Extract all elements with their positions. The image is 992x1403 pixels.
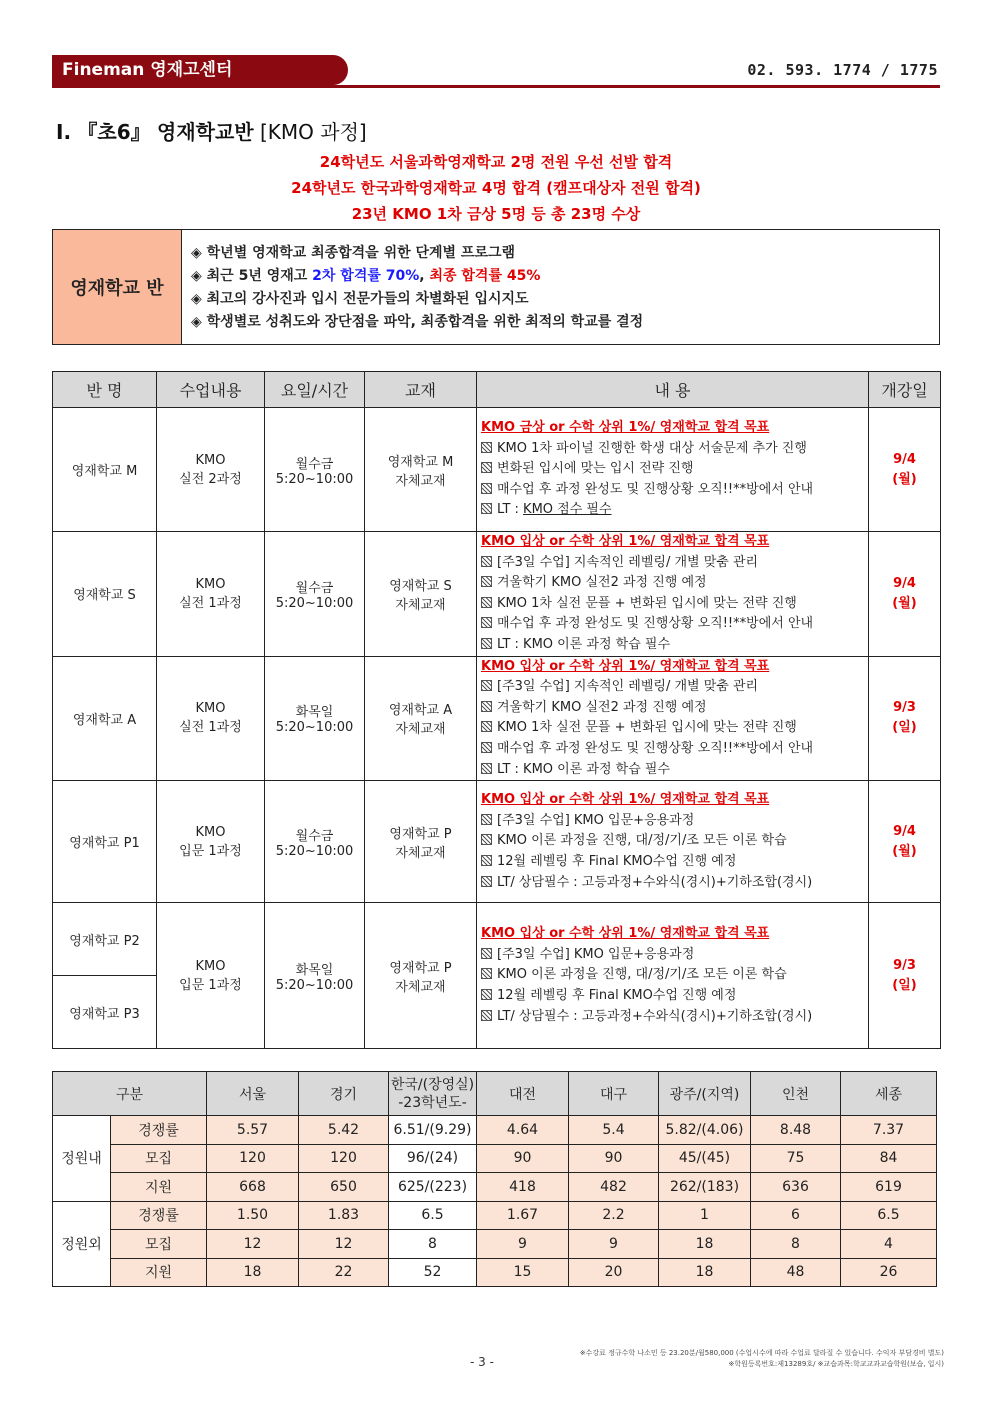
- diamond-bullet-icon: ◈: [191, 245, 202, 261]
- group-label: 정원외: [53, 1201, 111, 1287]
- stat-cell: 619: [841, 1173, 937, 1202]
- highlight-3: 23년 KMO 1차 금상 5명 등 총 23명 수상: [351, 205, 641, 223]
- checkbox-icon: [481, 576, 492, 587]
- region-header: 광주/(지역): [659, 1072, 751, 1116]
- stat-cell: 90: [477, 1144, 569, 1173]
- footer-note-line: ※학원등록번호:제13289호/ ※교습과목:학교교과교습학원(보습, 입시): [728, 1360, 944, 1368]
- class-schedule: 화목일 5:20~10:00: [265, 656, 365, 781]
- stat-cell: 120: [207, 1144, 299, 1173]
- description-line: LT : KMO 이론 과정 학습 필수: [481, 760, 864, 781]
- diamond-bullet-icon: ◈: [191, 314, 202, 330]
- region-header: 대구: [569, 1072, 659, 1116]
- stat-cell: 18: [659, 1230, 751, 1259]
- stat-cell: 6: [751, 1201, 841, 1230]
- description-title: KMO 입상 or 수학 상위 1%/ 영재학교 합격 목표: [481, 792, 770, 808]
- class-description: [477, 781, 869, 903]
- stats-row: [53, 1258, 937, 1287]
- intro-text: 학년별 영재학교 최종합격을 위한 단계별 프로그램: [206, 245, 516, 261]
- header-cell: 수업내용: [157, 372, 265, 408]
- checkbox-icon: [481, 483, 492, 494]
- class-description: [477, 532, 869, 657]
- stat-cell: 650: [299, 1173, 389, 1202]
- class-description: [477, 408, 869, 532]
- checkbox-icon: [481, 1010, 492, 1021]
- class-content: KMO 실전 1과정: [157, 532, 265, 657]
- start-date: 9/4 (월): [869, 532, 941, 657]
- class-textbook: 영재학교 S 자체교재: [365, 532, 477, 657]
- checkbox-icon: [481, 597, 492, 608]
- checkbox-icon: [481, 680, 492, 691]
- stat-cell: 75: [751, 1144, 841, 1173]
- class-schedule: 월수금 5:20~10:00: [265, 532, 365, 657]
- region-header: 인천: [751, 1072, 841, 1116]
- stat-cell: 4: [841, 1230, 937, 1259]
- class-content: KMO 실전 1과정: [157, 656, 265, 781]
- page-header: [52, 55, 940, 87]
- footer-note: [580, 1348, 944, 1370]
- table-row: [53, 532, 941, 657]
- stats-row: [53, 1230, 937, 1259]
- stat-cell: 1.50: [207, 1201, 299, 1230]
- description-line: KMO 이론 과정을 진행, 대/정/기/조 모든 이론 학습: [481, 831, 864, 852]
- checkbox-icon: [481, 948, 492, 959]
- stat-cell: 90: [569, 1144, 659, 1173]
- start-date: 9/4 (월): [869, 408, 941, 532]
- region-header: 대전: [477, 1072, 569, 1116]
- stat-cell: 2.2: [569, 1201, 659, 1230]
- class-textbook: 영재학교 A 자체교재: [365, 656, 477, 781]
- stat-cell: 5.42: [299, 1116, 389, 1145]
- brand-tab: Fineman 영재고센터: [52, 55, 348, 85]
- checkbox-icon: [481, 763, 492, 774]
- class-textbook: 영재학교 M 자체교재: [365, 408, 477, 532]
- region-header: 한국/(장영실) -23학년도-: [389, 1072, 477, 1116]
- description-line: [주3일 수업] 지속적인 레벨링/ 개별 맞춤 관리: [481, 677, 864, 698]
- checkbox-icon: [481, 989, 492, 1000]
- header-cell: 반 명: [53, 372, 157, 408]
- stat-cell: 8.48: [751, 1116, 841, 1145]
- row-label: 지원: [111, 1173, 207, 1202]
- footer-note-line: ※수강료 정규수학 나소민 등 23.20분/월580,000 (수업시수에 따라 수업료 달라질 수 있습니다. 수익자 부담경비 별도): [579, 1349, 944, 1357]
- description-line: KMO 이론 과정을 진행, 대/정/기/조 모든 이론 학습: [481, 965, 864, 986]
- description-line: 12월 레벨링 후 Final KMO수업 진행 예정: [481, 986, 864, 1007]
- description-title: KMO 금상 or 수학 상위 1%/ 영재학교 합격 목표: [481, 420, 770, 436]
- start-date: 9/3 (일): [869, 903, 941, 1049]
- highlight-1: 24학년도 서울과학영재학교 2명 전원 우선 선발 합격: [319, 153, 673, 171]
- stat-cell: 84: [841, 1144, 937, 1173]
- checkbox-icon: [481, 556, 492, 567]
- intro-text: ,: [419, 268, 430, 284]
- intro-text: 최고의 강사진과 입시 전문가들의 차별화된 입시지도: [206, 291, 529, 307]
- description-line: 변화된 입시에 맞는 입시 전략 진행: [481, 459, 864, 480]
- stat-cell: 9: [569, 1230, 659, 1259]
- region-header: 경기: [299, 1072, 389, 1116]
- stat-cell: 8: [751, 1230, 841, 1259]
- section-title: [56, 116, 367, 145]
- class-textbook: 영재학교 P 자체교재: [365, 903, 477, 1049]
- stat-cell: 1.83: [299, 1201, 389, 1230]
- stat-cell: 482: [569, 1173, 659, 1202]
- checkbox-icon: [481, 462, 492, 473]
- checkbox-icon: [481, 721, 492, 732]
- stat-cell: 12: [207, 1230, 299, 1259]
- table-row: [53, 781, 941, 903]
- diamond-bullet-icon: ◈: [191, 268, 202, 284]
- stat-cell: 12: [299, 1230, 389, 1259]
- start-date: 9/4 (월): [869, 781, 941, 903]
- stat-cell: 262/(183): [659, 1173, 751, 1202]
- header-cell: 요일/시간: [265, 372, 365, 408]
- description-line: [주3일 수업] 지속적인 레벨링/ 개별 맞춤 관리: [481, 553, 864, 574]
- description-line: 겨울학기 KMO 실전2 과정 진행 예정: [481, 573, 864, 594]
- class-name: 영재학교 P1: [53, 781, 157, 903]
- class-schedule: 화목일 5:20~10:00: [265, 903, 365, 1049]
- intro-item: [191, 265, 643, 288]
- region-header: 서울: [207, 1072, 299, 1116]
- stat-cell: 7.37: [841, 1116, 937, 1145]
- title-numeral: I.: [56, 120, 72, 144]
- title-bracket: 『초6』: [77, 120, 151, 144]
- row-label: 경쟁률: [111, 1201, 207, 1230]
- stat-cell: 15: [477, 1258, 569, 1287]
- checkbox-icon: [481, 968, 492, 979]
- intro-item: [191, 242, 643, 265]
- checkbox-icon: [481, 638, 492, 649]
- description-line: LT : KMO 이론 과정 학습 필수: [481, 635, 864, 656]
- intro-text: 학생별로 성취도와 장단점을 파악, 최종합격을 위한 최적의 학교를 결정: [206, 314, 644, 330]
- row-label: 경쟁률: [111, 1116, 207, 1145]
- table-row: [53, 408, 941, 532]
- description-line: KMO 1차 실전 문플 + 변화된 입시에 맞는 전략 진행: [481, 594, 864, 615]
- stat-cell: 120: [299, 1144, 389, 1173]
- stat-cell: 48: [751, 1258, 841, 1287]
- competition-stats-table: [52, 1071, 937, 1287]
- stat-cell: 625/(223): [389, 1173, 477, 1202]
- page-number: - 3 -: [470, 1355, 494, 1369]
- stats-header-row: [53, 1072, 937, 1116]
- stat-cell: 636: [751, 1173, 841, 1202]
- stat-cell: 6.5: [841, 1201, 937, 1230]
- description-line: 매수업 후 과정 완성도 및 진행상황 오직!!**방에서 안내: [481, 614, 864, 635]
- description-line: KMO 1차 파이널 진행한 학생 대상 서술문제 추가 진행: [481, 439, 864, 460]
- intro-final-rate: 최종 합격률 45%: [429, 268, 541, 284]
- stat-cell: 18: [659, 1258, 751, 1287]
- stat-cell: 9: [477, 1230, 569, 1259]
- stat-cell: 20: [569, 1258, 659, 1287]
- intro-box: [52, 229, 940, 345]
- header-cell: 내 용: [477, 372, 869, 408]
- stat-cell: 5.4: [569, 1116, 659, 1145]
- class-name: 영재학교 P2: [53, 903, 157, 976]
- intro-text: 최근 5년 영재고: [206, 268, 313, 284]
- checkbox-icon: [481, 834, 492, 845]
- stat-cell: 6.51/(9.29): [389, 1116, 477, 1145]
- description-line: [주3일 수업] KMO 입문+응용과정: [481, 811, 864, 832]
- class-content: KMO 입문 1과정: [157, 903, 265, 1049]
- class-content: KMO 실전 2과정: [157, 408, 265, 532]
- class-schedule: 월수금 5:20~10:00: [265, 408, 365, 532]
- stats-row: [53, 1173, 937, 1202]
- start-date: 9/3 (일): [869, 656, 941, 781]
- stat-cell: 418: [477, 1173, 569, 1202]
- class-description: [477, 656, 869, 781]
- description-line: LT/ 상담필수 : 고등과정+수와식(경시)+기하조합(경시): [481, 1007, 864, 1028]
- intro-second-rate: 2차 합격률 70%: [312, 268, 420, 284]
- header-rule: [52, 85, 940, 88]
- description-line: LT : KMO 점수 필수: [481, 500, 864, 521]
- stat-cell: 4.64: [477, 1116, 569, 1145]
- stat-cell: 96/(24): [389, 1144, 477, 1173]
- title-course: [KMO 과정]: [259, 120, 367, 144]
- stats-row: [53, 1116, 937, 1145]
- description-line: 매수업 후 과정 완성도 및 진행상황 오직!!**방에서 안내: [481, 480, 864, 501]
- description-title: KMO 입상 or 수학 상위 1%/ 영재학교 합격 목표: [481, 658, 770, 674]
- description-line: 겨울학기 KMO 실전2 과정 진행 예정: [481, 698, 864, 719]
- row-label: 지원: [111, 1258, 207, 1287]
- highlight-2: 24학년도 한국과학영재학교 4명 합격 (캠프대상자 전원 합격): [291, 179, 701, 197]
- class-textbook: 영재학교 P 자체교재: [365, 781, 477, 903]
- checkbox-icon: [481, 855, 492, 866]
- stats-row: [53, 1144, 937, 1173]
- checkbox-icon: [481, 876, 492, 887]
- table-header-row: [53, 372, 941, 408]
- checkbox-icon: [481, 503, 492, 514]
- description-title: KMO 입상 or 수학 상위 1%/ 영재학교 합격 목표: [481, 534, 770, 549]
- description-line: [주3일 수업] KMO 입문+응용과정: [481, 945, 864, 966]
- stat-cell: 45/(45): [659, 1144, 751, 1173]
- stat-cell: 668: [207, 1173, 299, 1202]
- stat-cell: 6.5: [389, 1201, 477, 1230]
- group-label: 정원내: [53, 1116, 111, 1202]
- checkbox-icon: [481, 814, 492, 825]
- stat-cell: 5.57: [207, 1116, 299, 1145]
- row-label: 모집: [111, 1230, 207, 1259]
- stats-row: [53, 1201, 937, 1230]
- class-content: KMO 입문 1과정: [157, 781, 265, 903]
- header-cell: 교재: [365, 372, 477, 408]
- stat-cell: 1: [659, 1201, 751, 1230]
- title-name: 영재학교반: [157, 120, 254, 144]
- description-line: 매수업 후 과정 완성도 및 진행상황 오직!!**방에서 안내: [481, 739, 864, 760]
- description-line: KMO 1차 실전 문플 + 변화된 입시에 맞는 전략 진행: [481, 718, 864, 739]
- row-label: 모집: [111, 1144, 207, 1173]
- class-name: 영재학교 M: [53, 408, 157, 532]
- intro-label: 영재학교 반: [53, 230, 182, 344]
- checkbox-icon: [481, 701, 492, 712]
- stats-corner: 구분: [53, 1072, 207, 1116]
- class-description: [477, 903, 869, 1049]
- class-name: 영재학교 P3: [53, 976, 157, 1049]
- class-name: 영재학교 A: [53, 656, 157, 781]
- description-line: 12월 레벨링 후 Final KMO수업 진행 예정: [481, 852, 864, 873]
- stat-cell: 5.82/(4.06): [659, 1116, 751, 1145]
- table-row: [53, 903, 941, 976]
- intro-list: [191, 242, 643, 334]
- checkbox-icon: [481, 742, 492, 753]
- stat-cell: 8: [389, 1230, 477, 1259]
- region-header: 세종: [841, 1072, 937, 1116]
- class-name: 영재학교 S: [53, 532, 157, 657]
- phone-number: 02. 593. 1774 / 1775: [747, 61, 938, 79]
- description-title: KMO 입상 or 수학 상위 1%/ 영재학교 합격 목표: [481, 926, 770, 942]
- checkbox-icon: [481, 617, 492, 628]
- stat-cell: 26: [841, 1258, 937, 1287]
- stat-cell: 18: [207, 1258, 299, 1287]
- intro-item: [191, 288, 643, 311]
- stat-cell: 22: [299, 1258, 389, 1287]
- intro-item: [191, 311, 643, 334]
- stat-cell: 52: [389, 1258, 477, 1287]
- stat-cell: 1.67: [477, 1201, 569, 1230]
- table-row: [53, 656, 941, 781]
- description-line: LT/ 상담필수 : 고등과정+수와식(경시)+기하조합(경시): [481, 873, 864, 894]
- header-cell: 개강일: [869, 372, 941, 408]
- checkbox-icon: [481, 442, 492, 453]
- class-schedule: 월수금 5:20~10:00: [265, 781, 365, 903]
- diamond-bullet-icon: ◈: [191, 291, 202, 307]
- class-schedule-table: [52, 371, 941, 1049]
